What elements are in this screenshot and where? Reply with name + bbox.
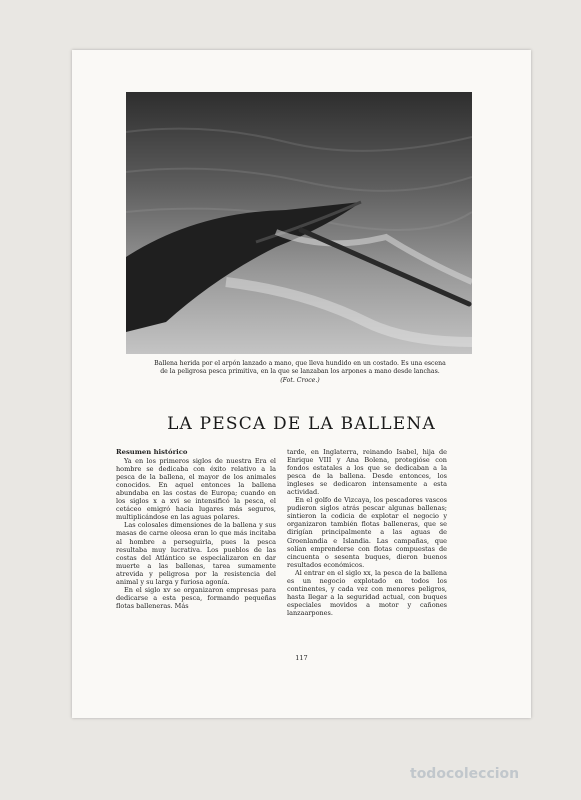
photo-caption xyxy=(122,360,478,385)
page-number: 117 xyxy=(295,654,308,662)
right-column xyxy=(287,448,447,617)
left-paragraph-3: En el siglo xv se organizaron empresas para dedicarse a esta pesca, formando pequeñas flotas balleneras. Más xyxy=(116,585,276,610)
right-paragraph-1: tarde, en Inglaterra, reinando Isabel, hija de Enrique VIII y Ana Bolena, protegióse con fondos estatales a los que se dedicaban a la pesca de la ballena. Desde entonces, los ingleses se dedicaron intensamente a esta actividad. xyxy=(287,448,447,497)
whale-harpoon-photo xyxy=(126,92,472,354)
right-paragraph-3: Al entrar en el siglo xx, la pesca de la ballena es un negocio explotado en todos los continentes, y cada vez con menores peligros, hasta llegar a la seguridad actual, con buques especiales movidos a motor y cañones lanzaarpones. xyxy=(287,568,447,617)
watermark-logo: todocoleccion xyxy=(410,766,520,782)
right-paragraph-2: En el golfo de Vizcaya, los pescadores vascos pudieron siglos atrás pescar algunas ballenas; sintieron la codicia de explotar el negocio y organizaron también flotas balleneras, que se dirigían principalmente a las aguas de Groenlandia e Islandia. Las campañas, que solían emprenderse con flotas compuestas de cincuenta o sesenta buques, dieron buenos resultados económicos. xyxy=(287,496,447,569)
document-page xyxy=(72,50,531,718)
section-heading: Resumen histórico xyxy=(116,448,188,456)
caption-line-2: de la peligrosa pesca primitiva, en la que se lanzaban los arpones a mano desde lanchas. xyxy=(160,368,440,376)
caption-line-1: Ballena herida por el arpón lanzado a mano, que lleva hundido en un costado. Es una escena xyxy=(154,360,446,367)
left-paragraph-1: Ya en los primeros siglos de nuestra Era el hombre se dedicaba con éxito relativo a la pesca de la ballena, el mayor de los animales conocidos. En aquel entonces la ballena abundaba en las costas de Europa; cuando en los siglos x a xvi se intensificó la pesca, el cetáceo emigró hacia lugares más seguros, multiplicándose en las aguas polares. xyxy=(116,457,276,522)
photo-credit: (Fot. Croce.) xyxy=(280,376,320,384)
left-paragraph-2: Las colosales dimensiones de la ballena y sus masas de carne oleosa eran lo que más incitaba al hombre a perseguirla, pues la pesca resultaba muy lucrativa. Los pueblos de las costas del Atlántico se especializaron en dar muerte a las ballenas, tarea sumamente atrevida y peligrosa por la resistencia del animal y su larga y furiosa agonía. xyxy=(116,521,276,586)
left-column xyxy=(116,448,276,610)
photo-illustration xyxy=(126,92,472,354)
article-title: LA PESCA DE LA BALLENA xyxy=(167,414,436,434)
